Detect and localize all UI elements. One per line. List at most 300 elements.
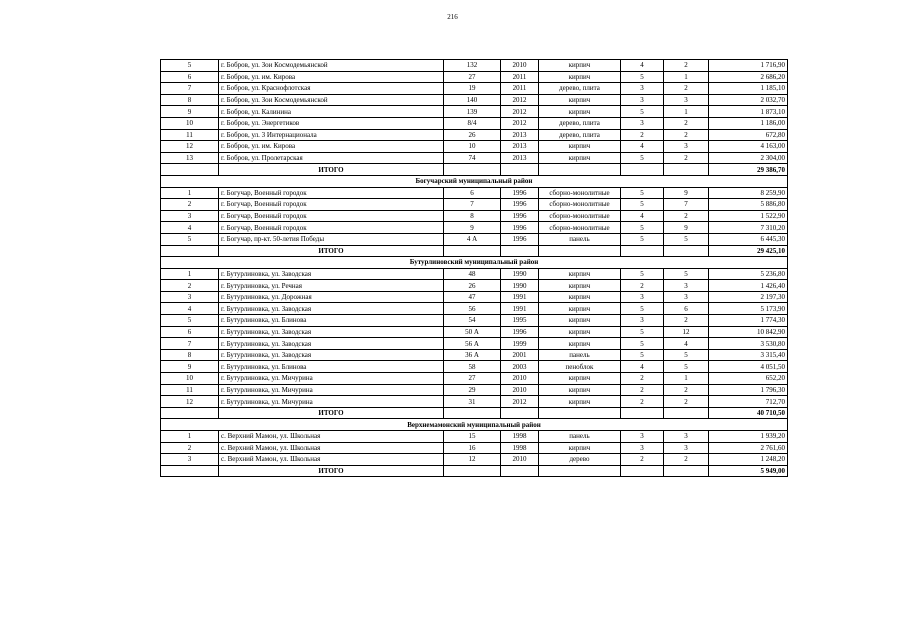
entrances: 2	[664, 60, 709, 72]
row-number: 11	[161, 384, 219, 396]
row-number: 2	[161, 442, 219, 454]
entrances: 4	[664, 338, 709, 350]
floors: 4	[621, 361, 664, 373]
address: г. Бобров, ул. Пролетарская	[219, 152, 444, 164]
row-number: 6	[161, 71, 219, 83]
area-value: 5 886,80	[709, 199, 788, 211]
entrances: 3	[664, 442, 709, 454]
entrances: 2	[664, 117, 709, 129]
table-row	[161, 268, 788, 280]
address: г. Бобров, ул. Энергетиков	[219, 117, 444, 129]
house-number: 19	[444, 83, 501, 95]
area-value: 1 185,10	[709, 83, 788, 95]
floors: 2	[621, 280, 664, 292]
house-number: 29	[444, 384, 501, 396]
total-blank-cell	[161, 164, 219, 176]
wall-material: панель	[539, 233, 621, 245]
total-label: ИТОГО	[219, 407, 444, 419]
wall-material: сборно-монолитные	[539, 187, 621, 199]
row-number: 6	[161, 326, 219, 338]
address: г. Бобров, ул. Зои Космодемьянской	[219, 60, 444, 72]
table-row	[161, 199, 788, 211]
house-number: 6	[444, 187, 501, 199]
address: г. Бобров, ул. Краснофлотская	[219, 83, 444, 95]
house-number: 132	[444, 60, 501, 72]
address: г. Бобров, ул. им. Кирова	[219, 71, 444, 83]
entrances: 2	[664, 210, 709, 222]
area-value: 1 939,20	[709, 431, 788, 443]
address: г. Бутурлиновка, ул. Блинова	[219, 361, 444, 373]
address: г. Бутурлиновка, ул. Блинова	[219, 315, 444, 327]
wall-material: кирпич	[539, 280, 621, 292]
total-blank-cell	[444, 407, 501, 419]
house-number: 56 А	[444, 338, 501, 350]
year-built: 1998	[501, 442, 539, 454]
house-number: 16	[444, 442, 501, 454]
area-value: 3 530,80	[709, 338, 788, 350]
total-blank-cell	[501, 245, 539, 257]
entrances: 6	[664, 303, 709, 315]
total-blank-cell	[664, 465, 709, 477]
floors: 2	[621, 454, 664, 466]
wall-material: кирпич	[539, 396, 621, 408]
year-built: 1995	[501, 315, 539, 327]
row-number: 7	[161, 338, 219, 350]
area-value: 2 304,00	[709, 152, 788, 164]
table-row	[161, 349, 788, 361]
floors: 5	[621, 199, 664, 211]
wall-material: дерево, плита	[539, 129, 621, 141]
total-blank-cell	[444, 245, 501, 257]
address: г. Бутурлиновка, ул. Речная	[219, 280, 444, 292]
area-value: 3 315,40	[709, 349, 788, 361]
wall-material: кирпич	[539, 442, 621, 454]
year-built: 2010	[501, 454, 539, 466]
area-value: 10 842,90	[709, 326, 788, 338]
floors: 2	[621, 396, 664, 408]
year-built: 2003	[501, 361, 539, 373]
year-built: 1990	[501, 268, 539, 280]
entrances: 9	[664, 187, 709, 199]
year-built: 2010	[501, 60, 539, 72]
wall-material: кирпич	[539, 291, 621, 303]
total-label: ИТОГО	[219, 465, 444, 477]
table-row	[161, 83, 788, 95]
floors: 2	[621, 129, 664, 141]
house-number: 140	[444, 94, 501, 106]
entrances: 5	[664, 233, 709, 245]
total-blank-cell	[444, 164, 501, 176]
row-number: 1	[161, 431, 219, 443]
area-value: 1 248,20	[709, 454, 788, 466]
house-number: 27	[444, 373, 501, 385]
address: г. Бутурлиновка, ул. Заводская	[219, 338, 444, 350]
house-number: 26	[444, 280, 501, 292]
wall-material: кирпич	[539, 338, 621, 350]
entrances: 3	[664, 291, 709, 303]
row-number: 5	[161, 60, 219, 72]
wall-material: сборно-монолитные	[539, 222, 621, 234]
row-number: 2	[161, 199, 219, 211]
area-value: 4 051,50	[709, 361, 788, 373]
wall-material: кирпич	[539, 94, 621, 106]
house-number: 7	[444, 199, 501, 211]
total-value: 5 949,00	[709, 465, 788, 477]
area-value: 1 522,90	[709, 210, 788, 222]
area-value: 1 186,00	[709, 117, 788, 129]
entrances: 3	[664, 280, 709, 292]
floors: 5	[621, 106, 664, 118]
year-built: 1991	[501, 303, 539, 315]
total-value: 29 386,70	[709, 164, 788, 176]
year-built: 2012	[501, 106, 539, 118]
entrances: 3	[664, 141, 709, 153]
entrances: 7	[664, 199, 709, 211]
floors: 2	[621, 373, 664, 385]
table-row	[161, 361, 788, 373]
total-label: ИТОГО	[219, 164, 444, 176]
wall-material: кирпич	[539, 303, 621, 315]
house-number: 27	[444, 71, 501, 83]
floors: 4	[621, 141, 664, 153]
entrances: 1	[664, 71, 709, 83]
house-number: 47	[444, 291, 501, 303]
floors: 3	[621, 83, 664, 95]
row-number: 4	[161, 303, 219, 315]
address: г. Бобров, ул. Калинина	[219, 106, 444, 118]
wall-material: кирпич	[539, 141, 621, 153]
floors: 5	[621, 349, 664, 361]
table-row	[161, 152, 788, 164]
wall-material: панель	[539, 349, 621, 361]
table-row	[161, 303, 788, 315]
year-built: 2013	[501, 129, 539, 141]
floors: 5	[621, 187, 664, 199]
table-row	[161, 210, 788, 222]
house-number: 26	[444, 129, 501, 141]
table-row	[161, 291, 788, 303]
row-number: 3	[161, 454, 219, 466]
area-value: 4 163,00	[709, 141, 788, 153]
total-blank-cell	[621, 245, 664, 257]
table-row	[161, 315, 788, 327]
wall-material: кирпич	[539, 268, 621, 280]
district-header-row	[161, 175, 788, 187]
table-row	[161, 129, 788, 141]
floors: 3	[621, 94, 664, 106]
area-value: 672,80	[709, 129, 788, 141]
address: г. Бутурлиновка, ул. Заводская	[219, 349, 444, 361]
address: г. Богучар, Военный городок	[219, 222, 444, 234]
total-blank-cell	[539, 245, 621, 257]
year-built: 1996	[501, 233, 539, 245]
total-value: 29 425,10	[709, 245, 788, 257]
area-value: 5 236,80	[709, 268, 788, 280]
floors: 3	[621, 117, 664, 129]
area-value: 1 796,30	[709, 384, 788, 396]
row-number: 8	[161, 94, 219, 106]
year-built: 2010	[501, 373, 539, 385]
house-number: 54	[444, 315, 501, 327]
address: г. Бутурлиновка, ул. Дорожная	[219, 291, 444, 303]
floors: 2	[621, 384, 664, 396]
row-number: 3	[161, 291, 219, 303]
area-value: 1 873,10	[709, 106, 788, 118]
year-built: 1999	[501, 338, 539, 350]
table-row	[161, 71, 788, 83]
wall-material: кирпич	[539, 315, 621, 327]
table-row	[161, 454, 788, 466]
wall-material: кирпич	[539, 106, 621, 118]
floors: 3	[621, 431, 664, 443]
year-built: 1996	[501, 222, 539, 234]
floors: 5	[621, 222, 664, 234]
row-number: 1	[161, 268, 219, 280]
year-built: 1996	[501, 210, 539, 222]
entrances: 3	[664, 94, 709, 106]
entrances: 2	[664, 315, 709, 327]
entrances: 3	[664, 431, 709, 443]
entrances: 12	[664, 326, 709, 338]
area-value: 1 716,90	[709, 60, 788, 72]
floors: 5	[621, 303, 664, 315]
wall-material: пеноблок	[539, 361, 621, 373]
house-number: 139	[444, 106, 501, 118]
house-number: 10	[444, 141, 501, 153]
total-blank-cell	[664, 407, 709, 419]
total-blank-cell	[501, 164, 539, 176]
house-number: 8	[444, 210, 501, 222]
house-number: 50 А	[444, 326, 501, 338]
table-row	[161, 187, 788, 199]
table-row	[161, 141, 788, 153]
table-row	[161, 338, 788, 350]
house-number: 31	[444, 396, 501, 408]
address: г. Богучар, Военный городок	[219, 199, 444, 211]
total-blank-cell	[539, 465, 621, 477]
total-blank-cell	[161, 245, 219, 257]
wall-material: кирпич	[539, 326, 621, 338]
area-value: 652,20	[709, 373, 788, 385]
total-row	[161, 407, 788, 419]
table-row	[161, 431, 788, 443]
address: с. Верхний Мамон, ул. Школьная	[219, 431, 444, 443]
entrances: 5	[664, 361, 709, 373]
register-body	[161, 60, 788, 477]
address: г. Бобров, ул. Зои Космодемьянской	[219, 94, 444, 106]
wall-material: дерево, плита	[539, 83, 621, 95]
row-number: 9	[161, 361, 219, 373]
total-value: 40 710,50	[709, 407, 788, 419]
year-built: 1996	[501, 326, 539, 338]
total-blank-cell	[664, 245, 709, 257]
house-number: 15	[444, 431, 501, 443]
row-number: 9	[161, 106, 219, 118]
year-built: 2011	[501, 71, 539, 83]
row-number: 8	[161, 349, 219, 361]
house-number: 9	[444, 222, 501, 234]
table-row	[161, 396, 788, 408]
table-row	[161, 326, 788, 338]
wall-material: дерево, плита	[539, 117, 621, 129]
wall-material: панель	[539, 431, 621, 443]
row-number: 13	[161, 152, 219, 164]
entrances: 1	[664, 373, 709, 385]
total-blank-cell	[621, 164, 664, 176]
total-row	[161, 245, 788, 257]
year-built: 2012	[501, 117, 539, 129]
table-row	[161, 233, 788, 245]
wall-material: кирпич	[539, 373, 621, 385]
address: с. Верхний Мамон, ул. Школьная	[219, 442, 444, 454]
row-number: 1	[161, 187, 219, 199]
address: г. Бутурлиновка, ул. Заводская	[219, 303, 444, 315]
total-blank-cell	[444, 465, 501, 477]
address: г. Бобров, ул. 3 Интернационала	[219, 129, 444, 141]
area-value: 8 259,90	[709, 187, 788, 199]
address: г. Бутурлиновка, ул. Заводская	[219, 326, 444, 338]
total-blank-cell	[539, 164, 621, 176]
address: г. Бутурлиновка, ул. Мичурина	[219, 384, 444, 396]
district-header: Верхнемамонский муниципальный район	[161, 419, 788, 431]
address: г. Богучар, Военный городок	[219, 210, 444, 222]
year-built: 2012	[501, 396, 539, 408]
entrances: 2	[664, 83, 709, 95]
floors: 5	[621, 233, 664, 245]
entrances: 1	[664, 106, 709, 118]
total-blank-cell	[539, 407, 621, 419]
row-number: 11	[161, 129, 219, 141]
wall-material: кирпич	[539, 152, 621, 164]
year-built: 1998	[501, 431, 539, 443]
total-label: ИТОГО	[219, 245, 444, 257]
wall-material: сборно-монолитные	[539, 210, 621, 222]
table-row	[161, 280, 788, 292]
floors: 4	[621, 60, 664, 72]
year-built: 2010	[501, 384, 539, 396]
district-header: Богучарский муниципальный район	[161, 175, 788, 187]
area-value: 5 173,90	[709, 303, 788, 315]
year-built: 2012	[501, 94, 539, 106]
area-value: 2 197,30	[709, 291, 788, 303]
district-header: Бутурлиновский муниципальный район	[161, 257, 788, 269]
address: г. Бутурлиновка, ул. Заводская	[219, 268, 444, 280]
floors: 5	[621, 152, 664, 164]
address: г. Бутурлиновка, ул. Мичурина	[219, 373, 444, 385]
total-blank-cell	[664, 164, 709, 176]
house-number: 58	[444, 361, 501, 373]
total-blank-cell	[621, 465, 664, 477]
entrances: 5	[664, 349, 709, 361]
year-built: 2013	[501, 152, 539, 164]
total-blank-cell	[161, 407, 219, 419]
area-value: 2 032,70	[709, 94, 788, 106]
housing-register-table	[160, 59, 788, 477]
wall-material: кирпич	[539, 71, 621, 83]
table-row	[161, 117, 788, 129]
row-number: 2	[161, 280, 219, 292]
address: с. Верхний Мамон, ул. Школьная	[219, 454, 444, 466]
total-row	[161, 164, 788, 176]
area-value: 2 686,20	[709, 71, 788, 83]
total-blank-cell	[501, 465, 539, 477]
floors: 5	[621, 326, 664, 338]
area-value: 2 761,60	[709, 442, 788, 454]
address: г. Бутурлиновка, ул. Мичурина	[219, 396, 444, 408]
row-number: 12	[161, 141, 219, 153]
table-row	[161, 106, 788, 118]
year-built: 1996	[501, 199, 539, 211]
floors: 5	[621, 268, 664, 280]
address: г. Богучар, Военный городок	[219, 187, 444, 199]
entrances: 2	[664, 454, 709, 466]
total-blank-cell	[501, 407, 539, 419]
address: г. Богучар, пр-кт. 50-летия Победы	[219, 233, 444, 245]
house-number: 8/4	[444, 117, 501, 129]
floors: 3	[621, 315, 664, 327]
address: г. Бобров, ул. им. Кирова	[219, 141, 444, 153]
table-row	[161, 222, 788, 234]
year-built: 1991	[501, 291, 539, 303]
year-built: 2001	[501, 349, 539, 361]
entrances: 2	[664, 396, 709, 408]
entrances: 2	[664, 384, 709, 396]
year-built: 1990	[501, 280, 539, 292]
area-value: 712,70	[709, 396, 788, 408]
row-number: 5	[161, 233, 219, 245]
table-row	[161, 442, 788, 454]
floors: 3	[621, 291, 664, 303]
house-number: 74	[444, 152, 501, 164]
wall-material: сборно-монолитные	[539, 199, 621, 211]
house-number: 12	[444, 454, 501, 466]
row-number: 7	[161, 83, 219, 95]
floors: 3	[621, 442, 664, 454]
year-built: 2013	[501, 141, 539, 153]
table-row	[161, 94, 788, 106]
table-row	[161, 373, 788, 385]
row-number: 12	[161, 396, 219, 408]
area-value: 1 426,40	[709, 280, 788, 292]
house-number: 48	[444, 268, 501, 280]
house-number: 36 А	[444, 349, 501, 361]
wall-material: кирпич	[539, 60, 621, 72]
total-row	[161, 465, 788, 477]
floors: 4	[621, 210, 664, 222]
year-built: 2011	[501, 83, 539, 95]
table-row	[161, 60, 788, 72]
floors: 5	[621, 71, 664, 83]
house-number: 56	[444, 303, 501, 315]
year-built: 1996	[501, 187, 539, 199]
row-number: 5	[161, 315, 219, 327]
row-number: 10	[161, 373, 219, 385]
wall-material: дерево	[539, 454, 621, 466]
district-header-row	[161, 257, 788, 269]
entrances: 2	[664, 152, 709, 164]
table-row	[161, 384, 788, 396]
wall-material: кирпич	[539, 384, 621, 396]
district-header-row	[161, 419, 788, 431]
row-number: 3	[161, 210, 219, 222]
entrances: 2	[664, 129, 709, 141]
entrances: 5	[664, 268, 709, 280]
area-value: 7 310,20	[709, 222, 788, 234]
row-number: 10	[161, 117, 219, 129]
total-blank-cell	[621, 407, 664, 419]
row-number: 4	[161, 222, 219, 234]
area-value: 6 445,30	[709, 233, 788, 245]
